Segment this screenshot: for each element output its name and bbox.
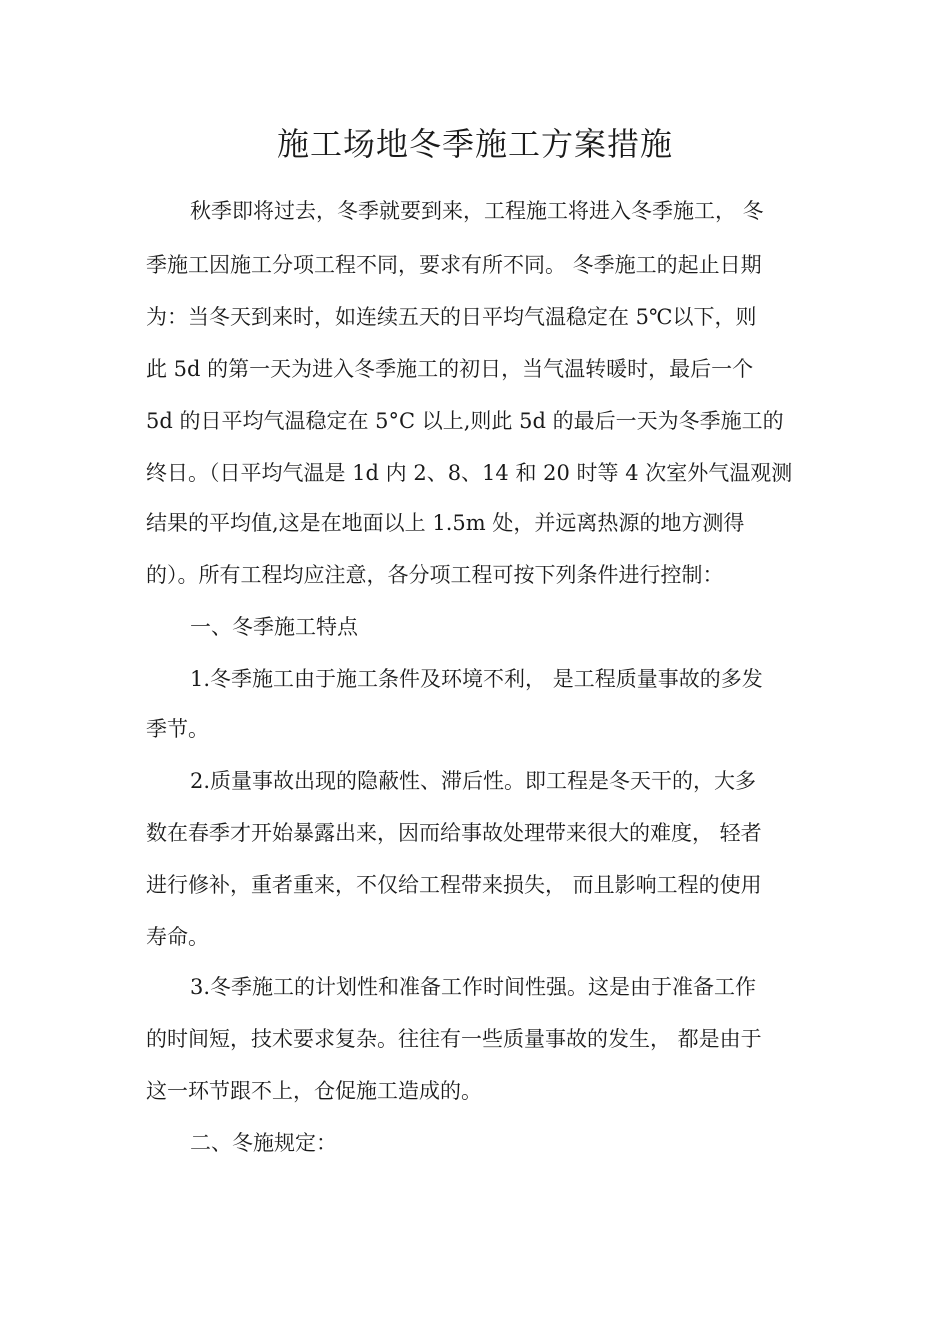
item-2-line-1: 2.质量事故出现的隐蔽性、滞后性。即工程是冬天干的，大多 [190, 769, 757, 793]
paragraph-intro-line-3: 为：当冬天到来时，如连续五天的日平均气温稳定在 5℃以下，则 [146, 305, 757, 329]
paragraph-intro-line-8: 的）。所有工程均应注意，各分项工程可按下列条件进行控制： [146, 563, 724, 587]
item-2-line-3: 进行修补，重者重来，不仅给工程带来损失， 而且影响工程的使用 [146, 873, 762, 897]
item-3-line-2: 的时间短，技术要求复杂。往往有一些质量事故的发生， 都是由于 [146, 1027, 762, 1051]
paragraph-intro-line-6: 终日。（日平均气温是 1d 内 2、8、14 和 20 时等 4 次室外气温观测 [146, 461, 793, 485]
paragraph-intro-line-5: 5d 的日平均气温稳定在 5°C 以上,则此 5d 的最后一天为冬季施工的 [146, 409, 784, 433]
document-title: 施工场地冬季施工方案措施 [276, 125, 673, 163]
paragraph-intro-line-1: 秋季即将过去，冬季就要到来，工程施工将进入冬季施工， 冬 [190, 199, 764, 223]
paragraph-intro-line-7: 结果的平均值,这是在地面以上 1.5m 处，并远离热源的地方测得 [146, 511, 745, 535]
item-2-line-4: 寿命。 [146, 925, 209, 949]
item-2-line-2: 数在春季才开始暴露出来，因而给事故处理带来很大的难度， 轻者 [146, 821, 762, 845]
paragraph-intro-line-4: 此 5d 的第一天为进入冬季施工的初日，当气温转暖时，最后一个 [146, 357, 754, 381]
item-3-line-3: 这一环节跟不上，仓促施工造成的。 [146, 1079, 482, 1103]
section-heading-1: 一、冬季施工特点 [190, 615, 358, 639]
item-1-line-2: 季节。 [146, 717, 209, 741]
section-heading-2: 二、冬施规定： [190, 1131, 337, 1155]
item-3-line-1: 3.冬季施工的计划性和准备工作时间性强。这是由于准备工作 [190, 975, 757, 999]
paragraph-intro-line-2: 季施工因施工分项工程不同，要求有所不同。 冬季施工的起止日期 [146, 253, 762, 277]
item-1-line-1: 1.冬季施工由于施工条件及环境不利， 是工程质量事故的多发 [190, 667, 763, 691]
